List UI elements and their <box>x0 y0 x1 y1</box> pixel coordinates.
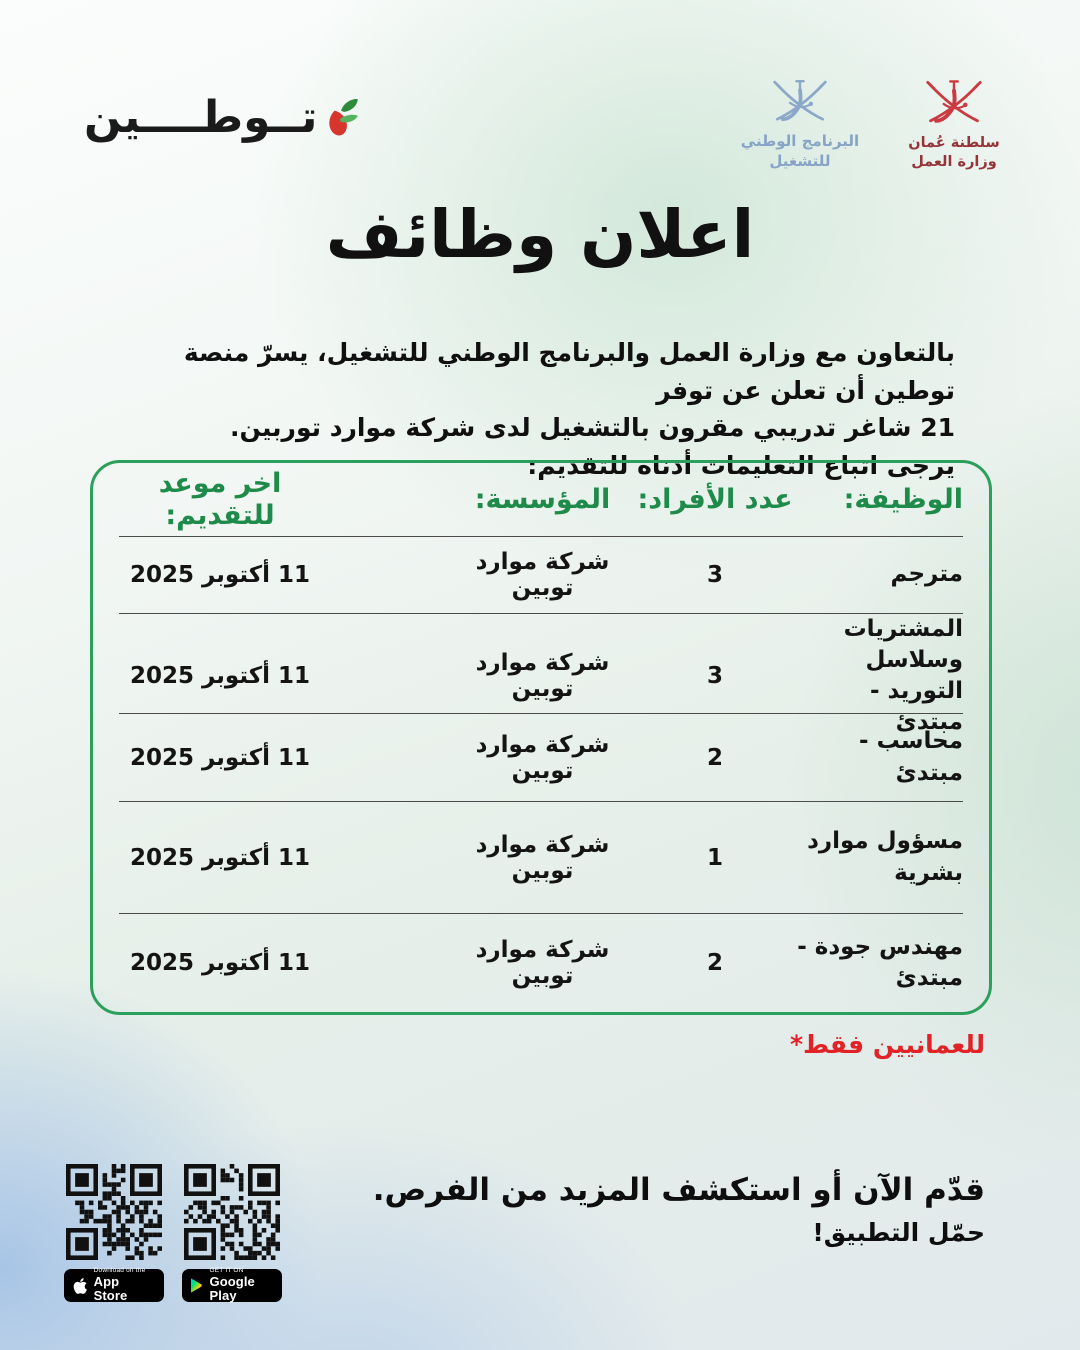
intro-line-2: 21 شاغر تدريبي مقرون بالتشغيل لدى شركة موارد توربين. <box>229 413 955 442</box>
jobs-table <box>90 460 992 1015</box>
table-header-row <box>119 463 963 537</box>
page-title: اعلان وظائف <box>325 196 755 273</box>
appstore-badge[interactable] <box>64 1269 164 1302</box>
googleplay-badge-big-text: Google Play <box>209 1274 255 1303</box>
table-row <box>119 914 963 1012</box>
intro-line-1: بالتعاون مع وزارة العمل والبرنامج الوطني للتشغيل، يسرّ منصة توطين أن تعلن عن توفر <box>183 338 955 405</box>
deadline-cell: 11 أكتوبر 2025 <box>129 562 311 588</box>
google-play-icon <box>191 1277 204 1294</box>
deadline-cell: 11 أكتوبر 2025 <box>129 950 311 976</box>
headcount-cell: 3 <box>706 562 723 588</box>
googleplay-badge[interactable] <box>182 1269 282 1302</box>
nep-label-line2: للتشغيل <box>769 151 831 170</box>
headcount-cell: 2 <box>706 950 723 976</box>
job-title-cell: المشتريات وسلاسل التوريد - مبتدئ <box>843 616 963 736</box>
job-title-cell: مترجم <box>890 561 963 588</box>
ministry-of-labour-logo <box>890 76 1018 172</box>
cta-block <box>373 1172 985 1247</box>
nep-emblem-icon <box>771 76 829 128</box>
appstore-badge-small-text: Download on the <box>93 1267 146 1275</box>
job-title-cell: مسؤول موارد بشرية <box>807 828 963 886</box>
cta-subheading: حمّل التطبيق! <box>812 1218 985 1248</box>
company-cell: شركة موارد توبين <box>475 937 610 989</box>
company-cell: شركة موارد توبين <box>475 831 610 884</box>
headcount-cell: 1 <box>706 844 723 871</box>
job-title-cell: محاسب - مبتدئ <box>859 728 963 786</box>
company-cell: شركة موارد توبين <box>475 549 610 601</box>
qr-code-googleplay[interactable] <box>184 1164 280 1260</box>
headcount-cell: 3 <box>706 663 723 690</box>
omani-only-note: للعمانيين فقط* <box>789 1030 985 1059</box>
table-row <box>119 802 963 914</box>
header-deadline: اخر موعد للتقديم: <box>158 468 282 531</box>
qr-code-appstore[interactable] <box>66 1164 162 1260</box>
table-row <box>119 614 963 736</box>
deadline-cell: 11 أكتوبر 2025 <box>129 663 311 690</box>
national-employment-program-logo <box>736 76 864 171</box>
headcount-cell: 2 <box>706 744 723 771</box>
tawteen-logo <box>84 92 359 143</box>
apple-icon <box>73 1277 88 1295</box>
partner-logos <box>736 76 1018 172</box>
cta-heading: قدّم الآن أو استكشف المزيد من الفرص. <box>372 1172 985 1208</box>
header-job: الوظيفة: <box>843 483 963 515</box>
deadline-cell: 11 أكتوبر 2025 <box>129 844 311 871</box>
nep-label-line1: البرنامج الوطني <box>740 132 860 150</box>
table-row <box>119 714 963 802</box>
ministry-label-line2: وزارة العمل <box>911 153 997 170</box>
tawteen-wordmark: تــوطــــين <box>84 92 318 143</box>
company-cell: شركة موارد توبين <box>475 731 610 784</box>
ministry-label-line1: سلطنة عُمان <box>908 135 1000 151</box>
ministry-emblem-icon <box>924 76 984 130</box>
intro-line-3: يرجى اتباع التعليمات أدناه للتقديم: <box>527 450 955 480</box>
job-title-cell: مهندس جودة - مبتدئ <box>797 933 963 991</box>
header-count: عدد الأفراد: <box>637 483 793 515</box>
appstore-badge-big-text: App Store <box>93 1274 128 1303</box>
company-cell: شركة موارد توبين <box>475 650 610 703</box>
table-row <box>119 537 963 614</box>
googleplay-badge-small-text: GET IT ON <box>209 1267 244 1275</box>
tawteen-flower-icon <box>323 97 359 139</box>
header-company: المؤسسة: <box>474 483 611 515</box>
deadline-cell: 11 أكتوبر 2025 <box>129 744 311 771</box>
download-section <box>64 1164 282 1302</box>
